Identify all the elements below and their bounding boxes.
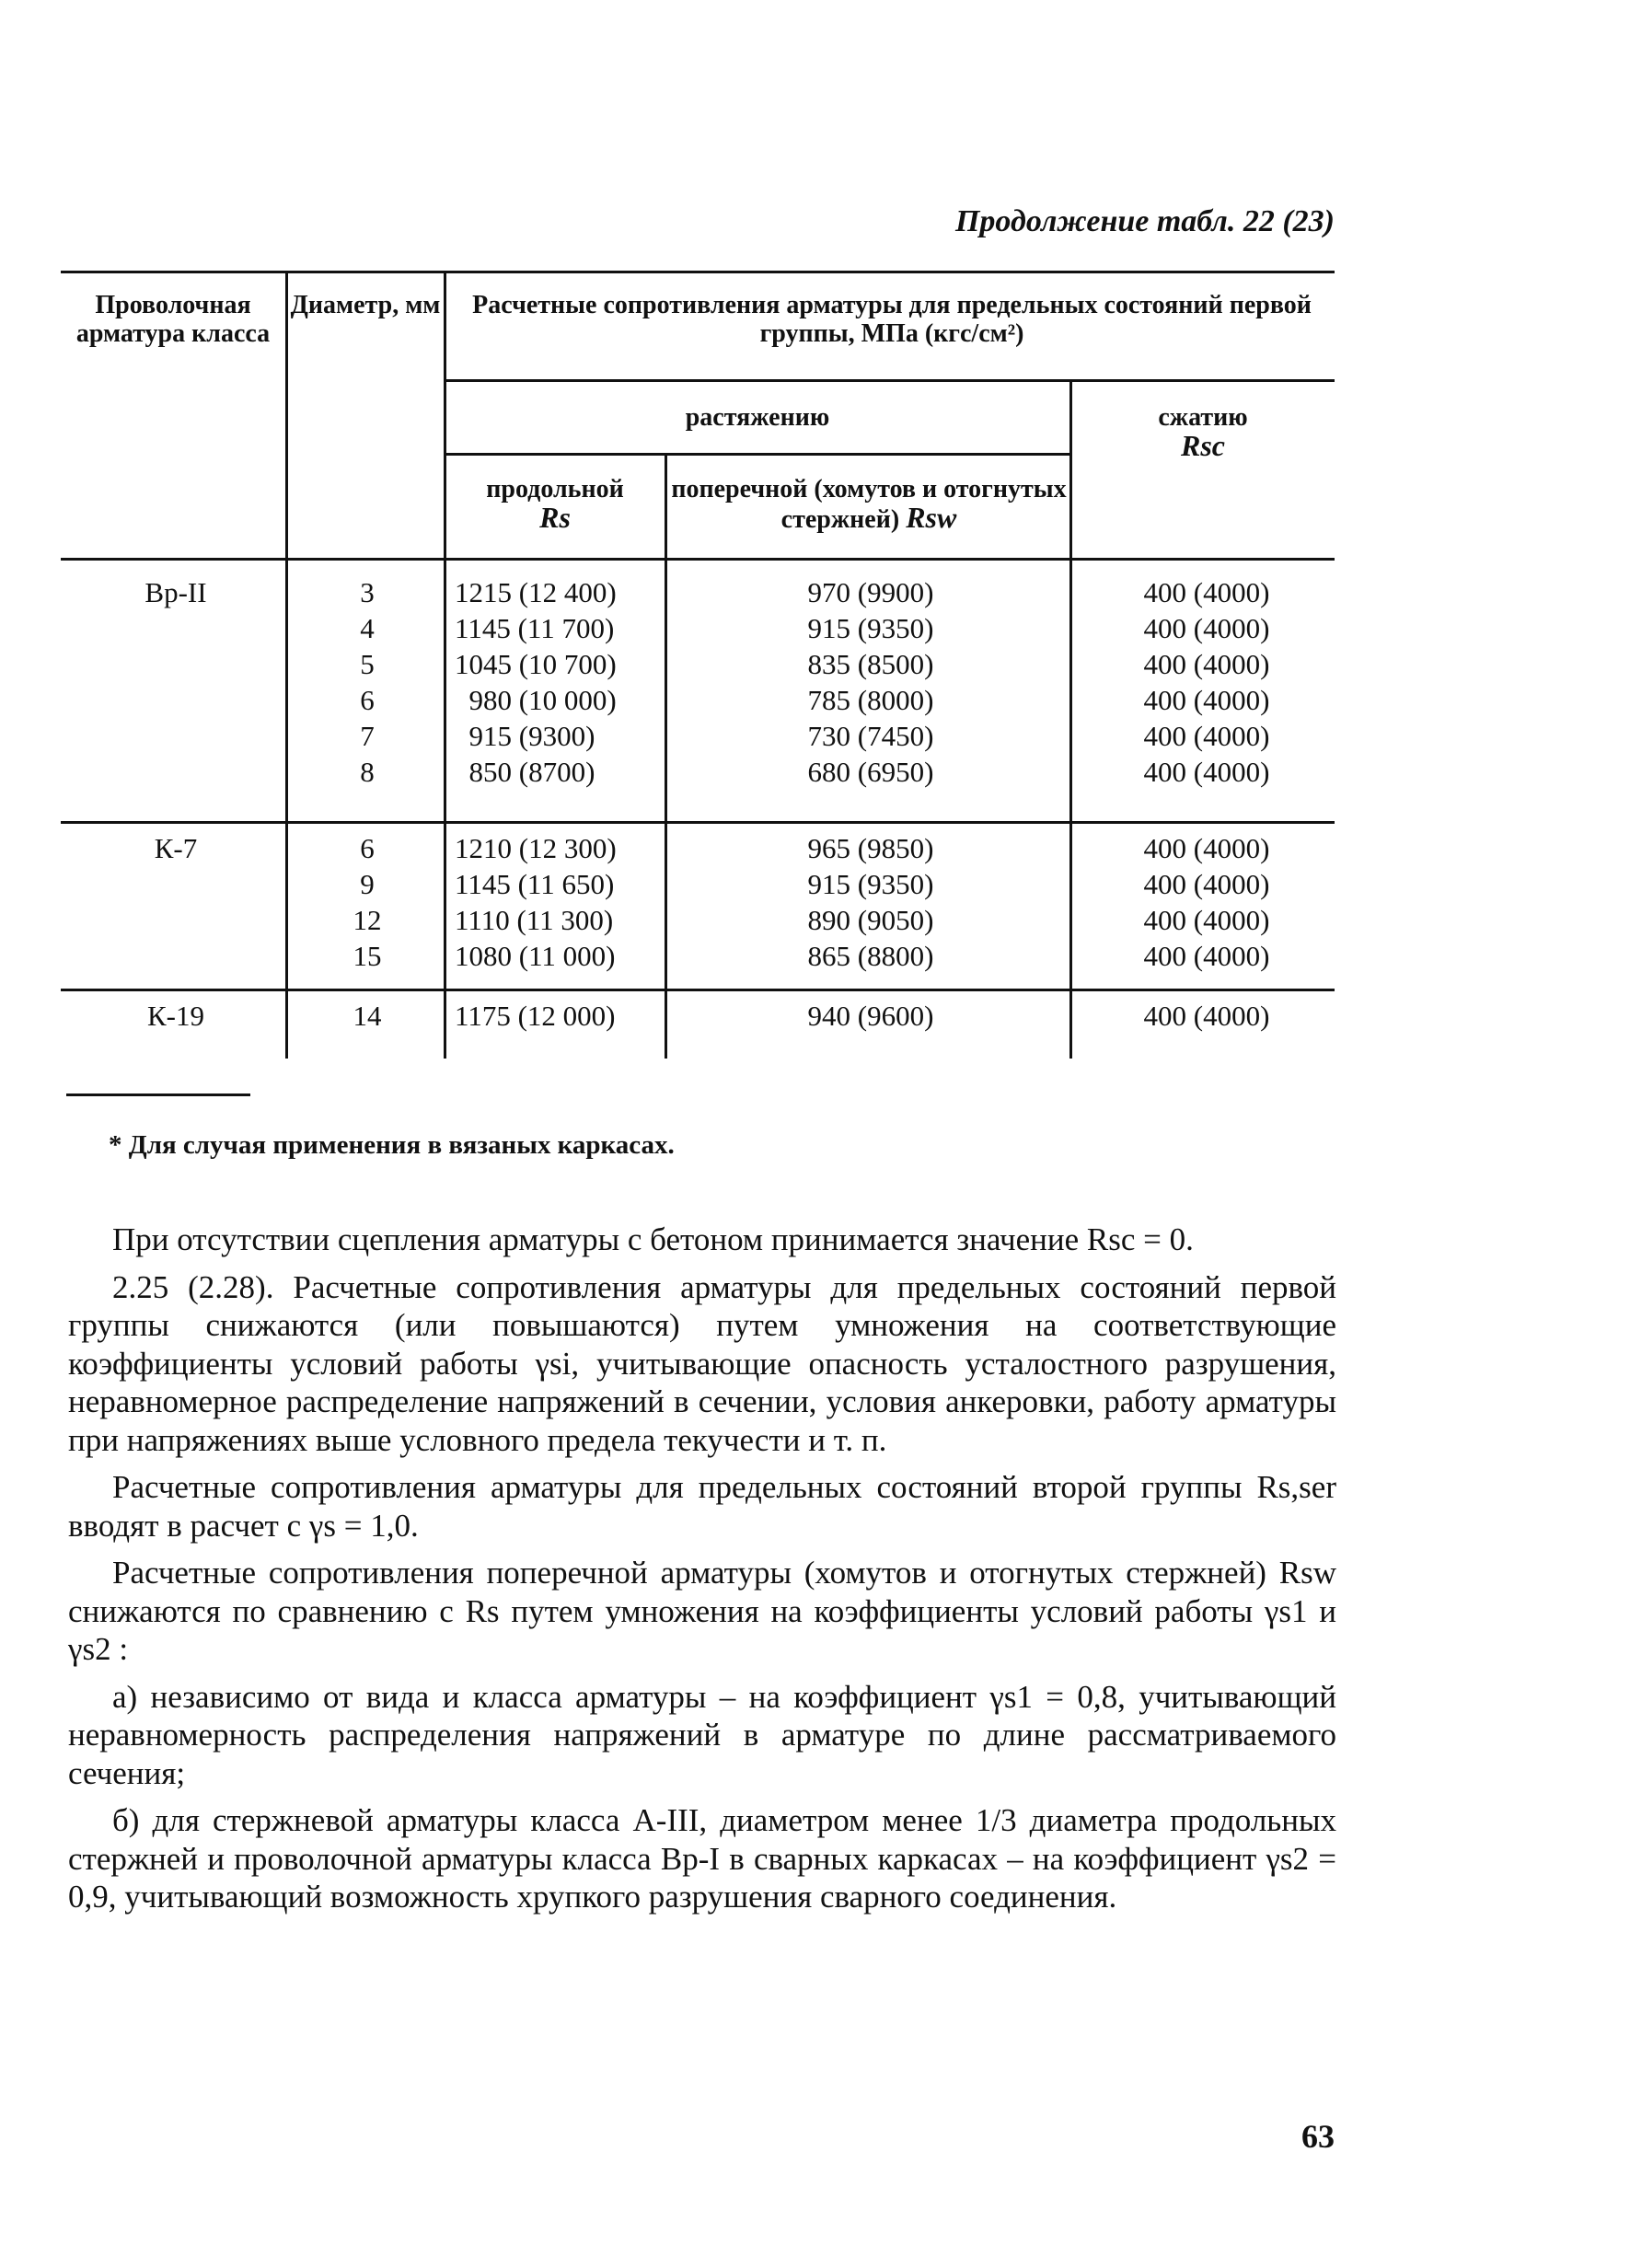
header-class: Проволочная арматура класса: [75, 291, 271, 348]
page-number: 63: [1301, 2118, 1335, 2155]
paragraph: б) для стержневой арматуры класса А-III, диаметром менее 1/3 диаметра продольных стержней и проволочной арматуры класса Вр-I в сварных каркасах – на коэффициент γs2 = 0,9, учитывающий возможность хрупкого разрушения сварного соединения.: [68, 1802, 1336, 1915]
row-rsw: 965 (9850) 915 (9350) 890 (9050) 865 (8800): [807, 832, 934, 972]
header-compression: [1071, 403, 1335, 460]
header-rule-2: [444, 453, 1069, 456]
header-group: Расчетные сопротивления арматуры для предельных состояний первой группы, МПа (кгс/см²): [472, 291, 1312, 348]
group-rule-1: [61, 821, 1335, 824]
row-rsc: 400 (4000) 400 (4000) 400 (4000) 400 (4000): [1143, 832, 1270, 972]
row-rsw: 940 (9600): [807, 1000, 934, 1032]
paragraph: Расчетные сопротивления арматуры для предельных состояний второй группы Rs,ser вводят в расчет с γs = 1,0.: [68, 1469, 1336, 1544]
resistance-table: [61, 271, 1335, 1059]
header-tension: растяжению: [685, 403, 830, 432]
header-longitudinal: [445, 475, 665, 532]
row-rs: 1210 (12 300) 1145 (11 650) 1110 (11 300) 1080 (11 000): [455, 832, 617, 972]
table-top-rule: [61, 271, 1335, 273]
header-compression-symbol: Rsc: [1181, 429, 1225, 462]
paragraph: Расчетные сопротивления поперечной арматуры (хомутов и отогнутых стержней) Rsw снижаются по сравнению с Rs путем умножения на коэффициенты условий работы γs1 и γs2 :: [68, 1555, 1336, 1667]
paragraph: 2.25 (2.28). Расчетные сопротивления арматуры для предельных состояний первой группы снижаются (или повышаются) путем умножения на соответствующие коэффициенты условий работы γsi, учитывающие опасность усталостного разрушения, неравномерное распределение напряжений в сечении, условия анкеровки, работу арматуры при напряжениях выше условного предела текучести и т. п.: [68, 1268, 1336, 1458]
row-class: Вр-II: [145, 576, 207, 608]
group-rule-2: [61, 989, 1335, 991]
row-rs: 1215 (12 400) 1145 (11 700) 1045 (10 700) 980 (10 000) 915 (9300) 850 (8700): [455, 576, 617, 788]
footnote-rule: [66, 1094, 250, 1096]
row-class: К-19: [147, 1000, 204, 1032]
row-rsc: 400 (4000): [1143, 1000, 1270, 1032]
table-caption: Продолжение табл. 22 (23): [954, 204, 1335, 238]
row-rs: 1175 (12 000): [455, 1000, 616, 1032]
row-rsw: 970 (9900) 915 (9350) 835 (8500) 785 (8000) 730 (7450) 680 (6950): [807, 576, 934, 788]
header-longitudinal-label: продольной: [486, 475, 624, 503]
row-rsc: 400 (4000) 400 (4000) 400 (4000) 400 (4000) 400 (4000) 400 (4000): [1143, 576, 1270, 788]
header-diameter: Диаметр, мм: [290, 291, 441, 319]
header-compression-label: сжатию: [1158, 403, 1248, 432]
header-transverse-label: поперечной (хомутов и отогнутых стержней): [671, 475, 1067, 534]
footnote: * Для случая применения в вязаных каркасах.: [109, 1130, 675, 1160]
row-class: К-7: [154, 832, 198, 864]
row-diameters: 14: [353, 1000, 382, 1032]
header-longitudinal-symbol: Rs: [539, 501, 571, 534]
header-rule-1: [444, 379, 1335, 382]
body-text: [68, 1221, 1336, 1926]
paragraph: При отсутствии сцепления арматуры с бетоном принимается значение Rsc = 0.: [112, 1221, 1194, 1257]
paragraph: а) независимо от вида и класса арматуры – на коэффициент γs1 = 0,8, учитывающий неравномерность распределения напряжений в арматуре по длине рассматриваемого сечения;: [68, 1678, 1336, 1791]
header-bottom-rule: [61, 558, 1335, 561]
header-transverse: [668, 475, 1069, 534]
row-diameters: 6 9 12 15: [353, 832, 382, 972]
header-transverse-symbol: Rsw: [906, 501, 957, 534]
row-diameters: 3 4 5 6 7 8: [360, 576, 375, 788]
